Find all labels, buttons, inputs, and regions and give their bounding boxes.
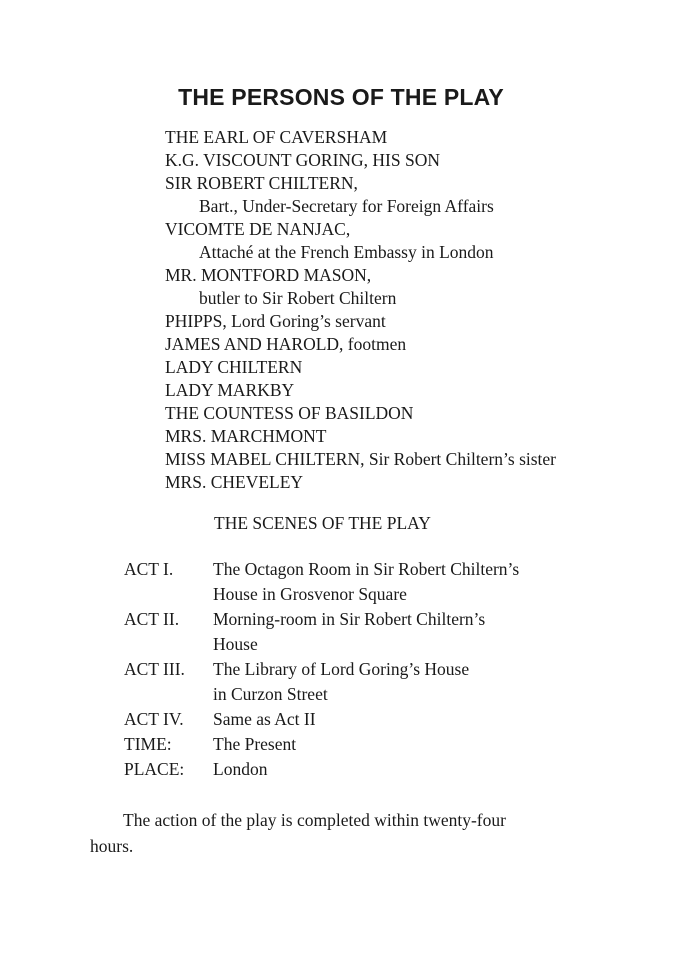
act-row	[124, 732, 644, 757]
act-description	[213, 657, 469, 707]
person-line: SIR ROBERT CHILTERN,	[165, 173, 358, 193]
closing-note	[90, 807, 595, 859]
scenes-list	[124, 557, 644, 782]
act-description	[213, 707, 316, 732]
act-row	[124, 557, 644, 607]
act-description	[213, 732, 296, 757]
person-line: PHIPPS, Lord Goring’s servant	[165, 311, 386, 331]
note-line: hours.	[90, 836, 134, 856]
person-line: K.G. VISCOUNT GORING, HIS SON	[165, 150, 441, 170]
person-line: THE COUNTESS OF BASILDON	[165, 403, 414, 423]
act-label: TIME:	[124, 734, 172, 754]
act-description-line: in Curzon Street	[213, 684, 328, 704]
act-row	[124, 757, 644, 782]
person-line: MRS. CHEVELEY	[165, 472, 304, 492]
act-description-line: Same as Act II	[213, 709, 316, 729]
act-description	[213, 557, 519, 607]
act-description-line: House in Grosvenor Square	[213, 584, 407, 604]
act-description-line: The Present	[213, 734, 297, 754]
person-line: VICOMTE DE NANJAC,	[165, 219, 351, 239]
act-label: PLACE:	[124, 759, 185, 779]
act-description	[213, 607, 485, 657]
act-description-line: The Octagon Room in Sir Robert Chiltern’s	[213, 559, 520, 579]
person-line: MISS MABEL CHILTERN, Sir Robert Chiltern’s sister	[165, 449, 557, 469]
person-line: JAMES AND HAROLD, footmen	[165, 334, 407, 354]
person-line: LADY CHILTERN	[165, 357, 303, 377]
act-label: ACT III.	[124, 659, 185, 679]
act-description-line: The Library of Lord Goring’s House	[213, 659, 470, 679]
person-description-line: butler to Sir Robert Chiltern	[199, 288, 397, 308]
persons-list	[165, 126, 665, 494]
act-description-line: House	[213, 634, 258, 654]
person-line: LADY MARKBY	[165, 380, 295, 400]
act-description	[213, 757, 267, 782]
act-description-line: Morning-room in Sir Robert Chiltern’s	[213, 609, 486, 629]
person-line: THE EARL OF CAVERSHAM	[165, 127, 388, 147]
act-description-line: London	[213, 759, 268, 779]
person-description-line: Bart., Under-Secretary for Foreign Affairs	[199, 196, 494, 216]
act-row	[124, 607, 644, 657]
person-description-line: Attaché at the French Embassy in London	[199, 242, 494, 262]
person-line: MR. MONTFORD MASON,	[165, 265, 372, 285]
note-line: The action of the play is completed within twenty-four	[123, 810, 506, 830]
scenes-heading: THE SCENES OF THE PLAY	[214, 513, 431, 533]
act-label: ACT II.	[124, 609, 180, 629]
act-row	[124, 707, 644, 732]
act-label: ACT IV.	[124, 709, 184, 729]
act-row	[124, 657, 644, 707]
page-title: THE PERSONS OF THE PLAY	[178, 84, 504, 110]
person-line: MRS. MARCHMONT	[165, 426, 327, 446]
act-label: ACT I.	[124, 559, 174, 579]
